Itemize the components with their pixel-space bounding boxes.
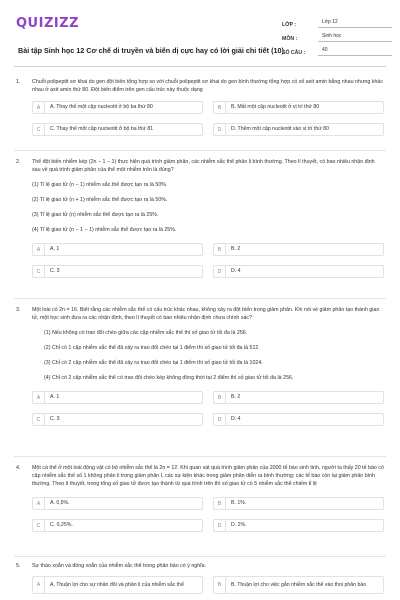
option-letter: D [214,124,226,135]
option-text: B. 1%. [231,500,247,506]
answer-options [32,497,384,535]
option-a[interactable] [32,243,203,256]
option-letter: C [33,520,45,531]
statement: (3) Tỉ lệ giao tử (n) nhiễm sắc thể được tạo ra là 25%. [32,212,159,218]
worksheet-meta [282,14,392,56]
option-letter: B [214,577,226,593]
meta-value: 40 [318,46,392,56]
question-divider [14,298,386,299]
worksheet-header [14,12,386,60]
option-letter: C [33,124,45,135]
meta-value: Lớp 12 [318,18,392,28]
meta-key: MÔN : [282,36,298,42]
option-a[interactable] [32,391,203,404]
statement: (4) Chỉ có 2 cặp nhiễm sắc thể có trao đổi chéo kép không đồng thời tại 2 điểm thì số giao tử tối đa là 256. [44,375,294,381]
option-d[interactable] [213,519,384,532]
option-letter: A [33,244,45,255]
option-c[interactable] [32,519,203,532]
question-text: Thể đột biến nhiễm kép (2n − 1 − 1) thực hiện quá trình giảm phân, các nhiễm sắc thể phân li bình thường. Theo lí thuyết, có bao nhiêu nhận định sau về quá trình giảm phân của thể một nhiễm trên là đúng? [32,159,375,173]
quizizz-logo[interactable]: QUIZIZZ [16,16,80,31]
meta-row-subject [282,28,392,42]
option-a[interactable] [32,497,203,510]
answer-options [32,576,384,596]
meta-row-count [282,42,392,56]
question-text: Một cá thể ở một loài động vật có bộ nhiễm sắc thể là 2n = 12. Khi quan sát quá trình giảm phân của 2000 tế bào sinh tinh, người ta thấy 20 tế bào có cặp nhiễm sắc thể số 1 không phân li trong giảm phân I, các sự kiện khác trong giảm phân diễn ra bình thường; các tế bào còn lại giảm phân bình thường. Theo lí thuyết, trong tổng số giao tử được tạo thành từ quá trình trên thì số giao tử có 5 nhiễm sắc thể chiếm tỉ lệ [32,465,384,487]
answer-options [32,101,384,139]
question-2 [14,158,386,281]
option-letter: B [214,392,226,403]
option-b[interactable] [213,391,384,404]
option-text: C. 3 [50,416,60,422]
option-letter: B [214,244,226,255]
option-text: B. 2 [231,394,241,400]
worksheet-title: Bài tập Sinh học 12 Cơ chế di truyền và biến dị cực hay có lời giải chi tiết (10) [18,46,284,55]
option-letter: C [33,266,45,277]
statement: (2) Tỉ lệ giao tử (n + 1) nhiễm sắc thể được tạo ra là 50%. [32,197,168,203]
meta-key: SỐ CÂU : [282,50,306,56]
option-letter: A [33,392,45,403]
option-text: D. 4 [231,268,241,274]
option-letter: C [33,414,45,425]
option-text: D. Thêm một cặp nucleotit vào vị trí thứ 80 [231,126,329,132]
meta-row-grade [282,14,392,28]
option-d[interactable] [213,265,384,278]
question-5 [14,562,386,596]
option-text: A. 1 [50,246,60,252]
option-letter: D [214,520,226,531]
answer-options [32,243,384,281]
statement: (4) Tỉ lệ giao tử (n − 1 − 1) nhiễm sắc thể được tạo ra là 25%. [32,227,177,233]
question-number: 3. [16,307,21,313]
option-text: B. Thuận lợi cho việc gắn nhiễm sắc thể vào thoi phân bào [231,581,367,588]
question-4 [14,464,386,535]
option-b[interactable] [213,497,384,510]
option-d[interactable] [213,413,384,426]
option-letter: A [33,577,45,593]
option-c[interactable] [32,123,203,136]
option-text: A. Thuận lợi cho sự nhân đôi và phân li của nhiễm sắc thể [50,581,184,588]
answer-options [32,391,384,429]
option-text: C. Thay thế một cặp nucleotit ở bộ ba thứ 81 [50,126,154,132]
option-text: D. 2%. [231,522,247,528]
header-divider [14,66,386,67]
option-a[interactable] [32,576,203,594]
question-divider [14,150,386,151]
option-letter: D [214,414,226,425]
question-3 [14,306,386,429]
option-b[interactable] [213,576,384,594]
question-text: Một loài có 2n = 16. Biết rằng các nhiễm sắc thể có cấu trúc khác nhau, không xảy ra đột biến trong giảm phân. Khi nói về giảm phân tạo thành giao tử, một học sinh đưa ra các nhận định, theo lí thuyết có bao nhiêu nhận định chưa chính xác? [32,307,380,321]
option-text: C. 0,25%. [50,522,73,528]
option-text: A. Thay thế một cặp nucleotit ở bộ ba thứ 80 [50,104,153,110]
option-text: A. 0,5%. [50,500,70,506]
option-letter: A [33,102,45,113]
option-b[interactable] [213,243,384,256]
question-1 [14,78,386,139]
option-text: B. Mất một cặp nucleotit ở vị trí thứ 80 [231,104,320,110]
option-d[interactable] [213,123,384,136]
option-letter: B [214,102,226,113]
option-c[interactable] [32,265,203,278]
question-number: 2. [16,159,21,165]
meta-key: LỚP : [282,22,297,28]
option-a[interactable] [32,101,203,114]
option-text: D. 4 [231,416,241,422]
question-divider [14,456,386,457]
question-number: 5. [16,563,21,569]
question-divider [14,556,386,557]
meta-value: Sinh học [318,32,392,42]
option-text: C. 3 [50,268,60,274]
question-number: 1. [16,79,21,85]
question-text: Chuỗi polipeptit sơ khai do gen đột biến tổng hợp so với chuỗi polipeptit sơ khai do gen bình thường tổng hợp có số axit amin bằng nhau nhưng khác nhau ở axit amin thứ 80. Đột biến điểm trên gen cấu trúc này thuộc dạng [32,79,383,93]
question-number: 4. [16,465,21,471]
statement: (2) Chỉ có 1 cặp nhiễm sắc thể đã xảy ra trao đổi chéo tại 1 điểm thì số giao tử tối đa là 512. [44,345,260,351]
option-text: A. 1 [50,394,60,400]
option-letter: A [33,498,45,509]
option-text: B. 2 [231,246,241,252]
option-letter: B [214,498,226,509]
statement: (1) Nếu không có trao đổi chéo giữa các cặp nhiễm sắc thể thì số giao tử tối đa là 256. [44,330,248,336]
option-c[interactable] [32,413,203,426]
option-b[interactable] [213,101,384,114]
statement: (1) Tỉ lệ giao tử (n − 1) nhiễm sắc thể được tạo ra là 50%. [32,182,168,188]
question-text: Sự tháo xoắn và đóng xoắn của nhiễm sắc thể trong phân bào có ý nghĩa: [32,563,207,569]
option-letter: D [214,266,226,277]
statement: (3) Chỉ có 2 cặp nhiễm sắc thể đã xảy ra trao đổi chéo tại 1 điểm thì số giao tử tối đa là 1024. [44,360,263,366]
